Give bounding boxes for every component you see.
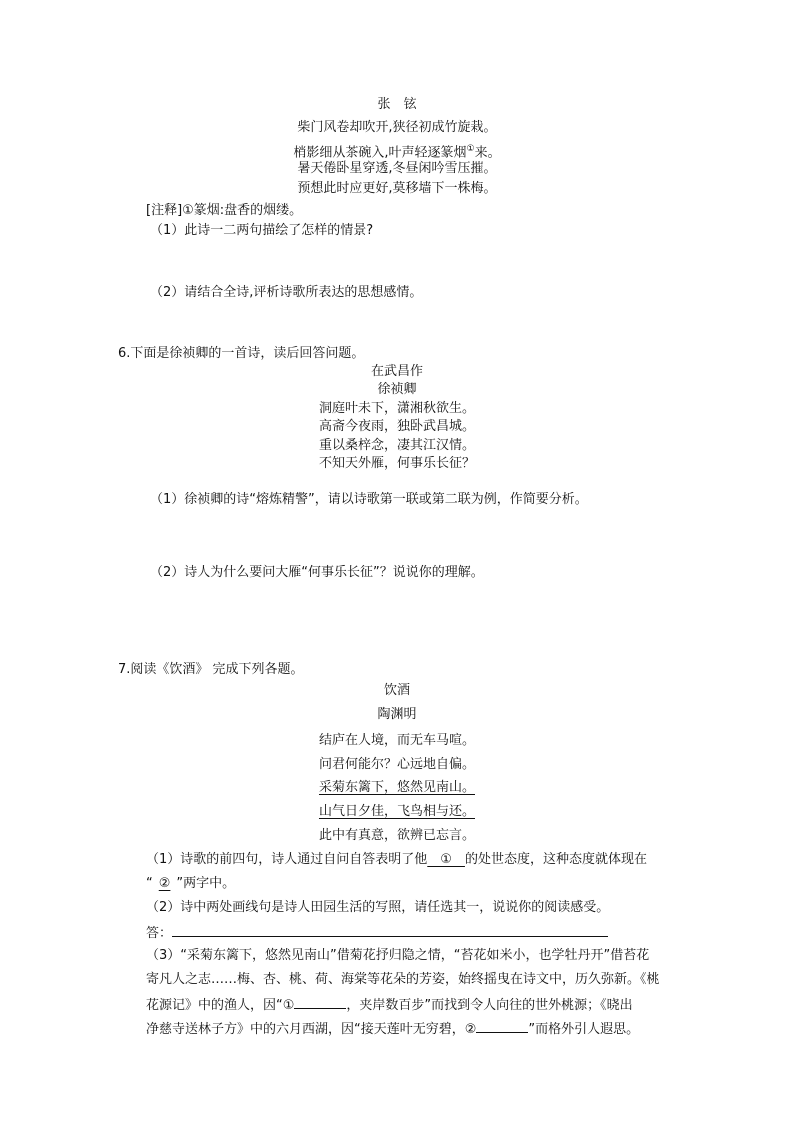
poem-line: 预想此时应更好,莫移墙下一株梅。 [297, 181, 497, 196]
answer-label: 答： [146, 926, 173, 941]
poem-line-text: 梢影细从茶碗入,叶声轻逐篆烟 [293, 145, 467, 161]
question-text: ”而格外引人遐思。 [528, 1022, 640, 1037]
poem-line: 结庐在人境，而无车马喧。 [318, 733, 475, 748]
underlined-poem-line: 山气日夕佳，飞鸟相与还。 [318, 804, 475, 819]
question: （3）“采菊东篱下，悠然见南山”借菊花抒归隐之情，“苔花如米小，也学牡丹开”借苔花 [146, 948, 650, 963]
poem-line: 问君何能尔？心远地自偏。 [318, 757, 475, 772]
poem-author: 张 铉 [377, 97, 417, 112]
question-continuation: 寄凡人之志……梅、杏、桃、荷、海棠等花朵的芳姿，始终摇曳在诗文中，历久弥新。《桃 [146, 972, 660, 987]
poem-line: 不知天外雁，何事乐长征？ [318, 456, 475, 471]
question: （2）诗人为什么要问大雁“何事乐长征”？说说你的理解。 [150, 565, 484, 580]
question: （1）徐祯卿的诗“熔炼精警”，请以诗歌第一联或第二联为例，作简要分析。 [150, 492, 588, 507]
question [146, 850, 647, 870]
question-text: 的处世态度，这种态度就体现在 [464, 852, 647, 867]
answer-line [146, 922, 608, 944]
underlined-poem-line: 采菊东篱下，悠然见南山。 [318, 780, 475, 795]
fill-blank-2[interactable] [476, 1018, 528, 1033]
poem-title: 在武昌作 [370, 364, 423, 379]
quote-mark: “ [146, 876, 153, 891]
question: （1）此诗一二两句描绘了怎样的情景? [150, 223, 374, 238]
poem-line: 此中有真意，欲辨已忘言。 [318, 828, 475, 843]
question: （2）诗中两处画线句是诗人田园生活的写照，请任选其一，说说你的阅读感受。 [146, 900, 610, 915]
question-continuation [146, 874, 235, 894]
note-mark: ① [466, 144, 475, 154]
question-stem: 6.下面是徐祯卿的一首诗，读后回答问题。 [118, 346, 365, 361]
poem-line-tail: 来。 [474, 145, 501, 161]
question-text: ，夹岸数百步”而找到令人向往的世外桃源；《晓出 [346, 998, 633, 1013]
question-continuation [146, 1018, 639, 1040]
question: （2）请结合全诗,评析诗歌所表达的思想感情。 [150, 285, 423, 300]
poem-line: 暑天倦卧星穿透,冬昼闲吟雪压摧。 [297, 161, 497, 176]
question-stem: 7.阅读《饮酒》 完成下列各题。 [118, 662, 304, 677]
answer-blank[interactable] [172, 922, 608, 937]
poem-line: 柴门风卷却吹开,狭径初成竹旋栽。 [297, 120, 497, 135]
poem-line: 高斋今夜雨，独卧武昌城。 [318, 419, 475, 434]
annotation: [注释]①篆烟:盘香的烟缕。 [146, 203, 303, 218]
blank-2[interactable]: ② [158, 876, 171, 891]
fill-blank-1[interactable] [294, 994, 346, 1009]
question-text: ”两字中。 [176, 876, 236, 891]
question-text: 净慈寺送林子方》中的六月西湖，因“接天莲叶无穷碧，② [146, 1022, 477, 1037]
question-text: 花源记》中的渔人，因“① [146, 998, 295, 1013]
poem-line: 重以桑梓念，凄其江汉情。 [318, 438, 475, 453]
poem-author: 陶渊明 [377, 707, 417, 722]
poem-title: 饮酒 [383, 683, 410, 698]
blank-1[interactable]: ① [427, 852, 465, 867]
question-continuation [146, 994, 633, 1016]
poem-author: 徐祯卿 [377, 382, 417, 397]
poem-line: 洞庭叶未下，潇湘秋欲生。 [318, 401, 475, 416]
question-text: （1）诗歌的前四句，诗人通过自问自答表明了他 [146, 852, 428, 867]
